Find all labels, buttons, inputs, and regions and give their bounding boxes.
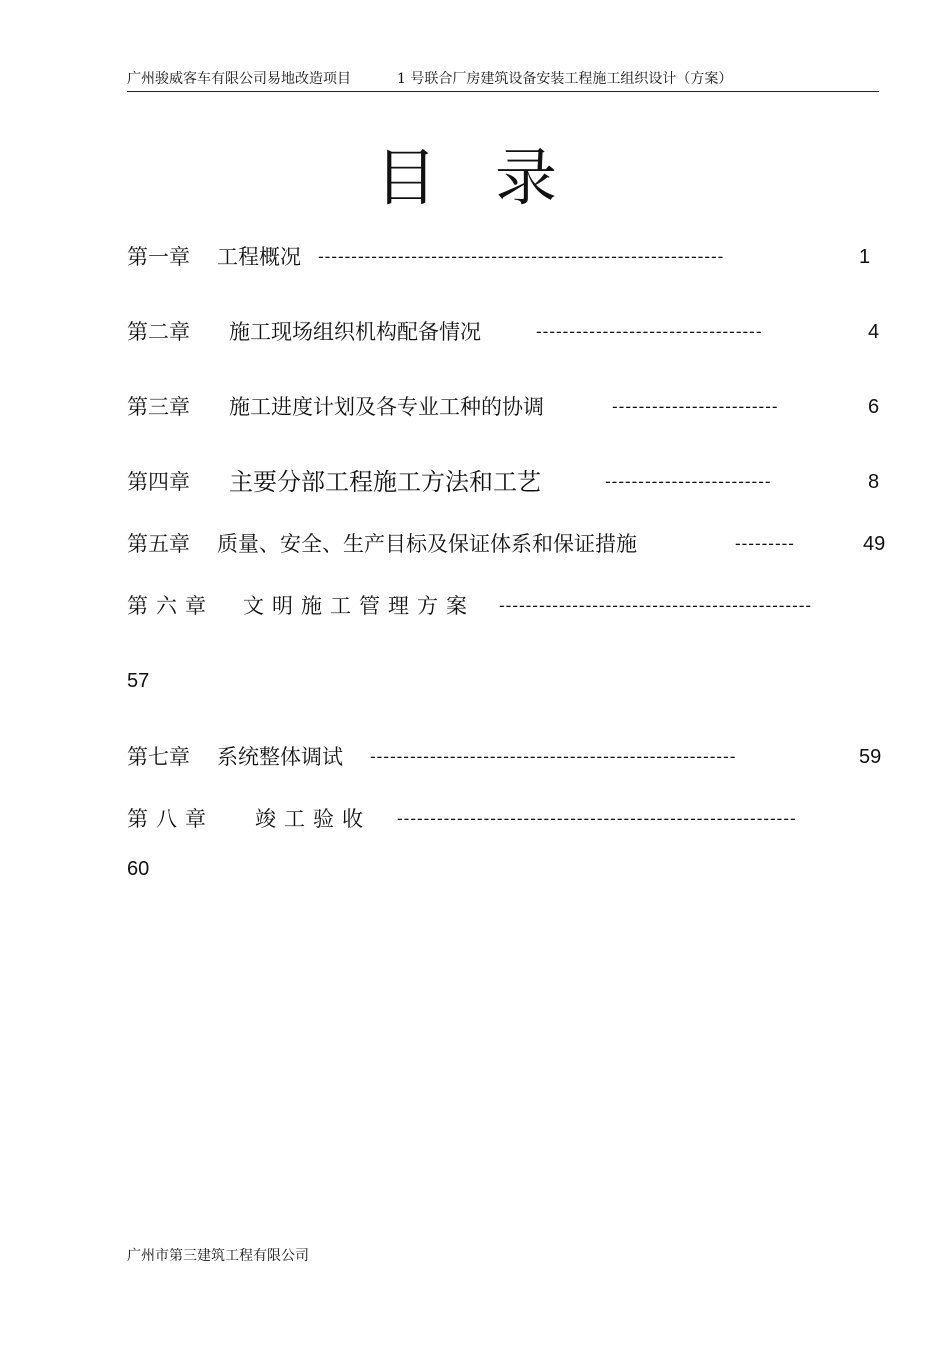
toc-page-number: 57 [127, 670, 150, 692]
toc-page-number: 59 [859, 746, 882, 768]
page-title: 目录 [374, 141, 615, 214]
toc-chapter-title: 主要分部工程施工方法和工艺 [229, 468, 541, 496]
toc-chapter-number: 第七章 [127, 745, 190, 769]
toc-chapter-number: 第五章 [127, 532, 190, 556]
toc-chapter-number: 第一章 [127, 245, 190, 269]
toc-page-number: 8 [868, 471, 880, 493]
toc-chapter-number: 第六章 [127, 594, 214, 618]
toc-leader: ------------------------- [612, 397, 779, 416]
toc-chapter-title: 施工现场组织机构配备情况 [229, 320, 481, 344]
running-header [127, 71, 879, 92]
toc-page-number: 6 [868, 396, 880, 418]
toc-leader: ------------------------------------------------------- [370, 747, 737, 766]
toc-leader: ----------------------------------------------- [499, 596, 813, 615]
toc-leader: ------------------------------------------------------------ [397, 809, 797, 828]
toc-chapter-number: 第四章 [127, 470, 190, 494]
toc-chapter-title: 工程概况 [217, 245, 301, 269]
toc-leader: --------- [735, 534, 795, 553]
toc-chapter-title: 文明施工管理方案 [243, 594, 475, 618]
toc-chapter-number: 第八章 [127, 807, 214, 831]
toc-chapter-title: 竣工验收 [255, 807, 371, 831]
toc-chapter-title: 质量、安全、生产目标及保证体系和保证措施 [217, 532, 637, 556]
running-footer: 广州市第三建筑工程有限公司 [127, 1248, 309, 1264]
toc-leader: ------------------------- [605, 472, 772, 491]
header-document-name: 1 号联合厂房建筑设备安装工程施工组织设计（方案） [397, 71, 733, 87]
toc-chapter-number: 第三章 [127, 395, 190, 419]
toc-chapter-title: 系统整体调试 [217, 745, 343, 769]
toc-leader: ------------------------------------------------------------- [318, 247, 725, 266]
header-project-name: 广州骏威客车有限公司易地改造项目 [127, 71, 351, 87]
toc-page-number: 60 [127, 858, 150, 880]
toc-chapter-number: 第二章 [127, 320, 190, 344]
toc-page-number: 1 [859, 246, 871, 268]
toc-leader: ---------------------------------- [536, 322, 763, 341]
toc-page-number: 4 [868, 321, 880, 343]
toc-page-number: 49 [863, 533, 886, 555]
toc-chapter-title: 施工进度计划及各专业工种的协调 [229, 395, 544, 419]
